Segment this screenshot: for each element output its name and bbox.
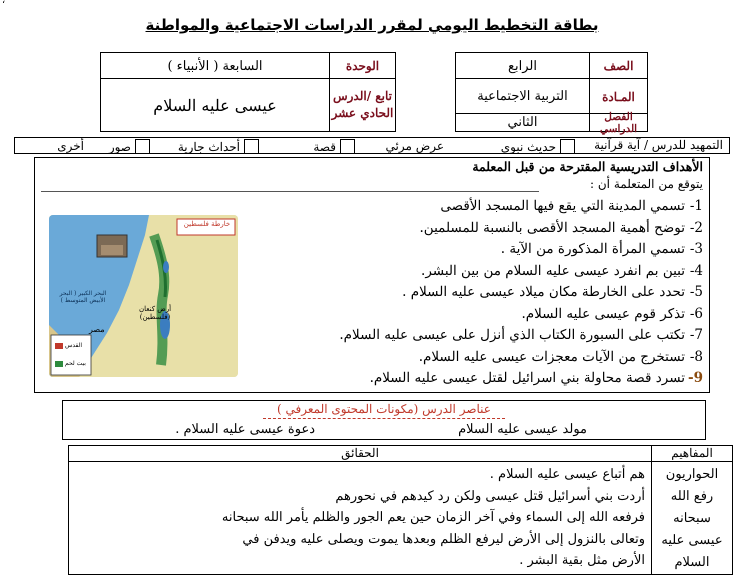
content-divider: [263, 418, 505, 419]
objective-text: تحدد على الخارطة مكان ميلاد عيسى عليه السلام .: [402, 284, 685, 300]
concepts-header: المفاهيم: [651, 446, 732, 462]
intro-option-visual[interactable]: [386, 139, 445, 153]
concept-item: السلام: [674, 555, 710, 570]
objective-item: [263, 347, 703, 369]
objective-item: [263, 368, 703, 390]
objective-item: [263, 261, 703, 283]
hadith-checkbox[interactable]: [560, 139, 575, 154]
intro-label: التمهيد للدرس / آية قرآنية: [594, 138, 723, 152]
lesson-label: تابع /الدرس الحادي عشر: [329, 79, 395, 131]
objective-item: [263, 196, 703, 218]
header-unit-block: [100, 52, 396, 132]
map-land-label: أرض كنعان (فلسطين): [138, 305, 172, 321]
map-country-label: مصر: [89, 325, 105, 334]
unit-label: الوحدة: [329, 53, 395, 79]
map-sea-label: البحر الكبير ( البحر الأبيض المتوسط ): [59, 290, 107, 304]
objective-number: 5-: [689, 284, 703, 300]
hadith-label: حديث نبوي: [500, 139, 556, 154]
other-label: أخرى: [57, 139, 84, 153]
objective-number: 9-: [687, 370, 703, 386]
visual-label: عرض مرئي: [385, 139, 444, 153]
unit-value: السابعة ( الأنبياء ): [167, 58, 263, 74]
facts-header: الحقائق: [341, 446, 379, 460]
fact-line: وتعالى بالنزول إلى الأرض ليرفع الظلم وبعدها يموت ويصلى عليه ويدفن في: [242, 531, 645, 547]
objectives-box: [34, 157, 710, 393]
events-label: أحداث جارية: [177, 139, 240, 154]
intro-option-story[interactable]: [313, 139, 359, 154]
objective-text: تستخرج من الآيات معجزات عيسى عليه السلام.: [418, 348, 685, 365]
content-element-birth: مولد عيسى عليه السلام: [458, 422, 587, 437]
subject-row: [456, 79, 647, 114]
grade-row: [456, 53, 647, 79]
map-legend-jerusalem: القدس: [65, 342, 83, 349]
story-label: قصة: [313, 139, 336, 154]
fact-line: الأرض مثل بقية البشر .: [519, 553, 645, 568]
facts-cell: [69, 462, 651, 574]
subject-label: المـادة: [589, 79, 647, 114]
semester-value: الثاني: [507, 115, 538, 130]
fact-line: فرفعه الله إلى السماء وفي آخر الزمان حين يعم الجور والظلم يأمر الله سبحانه: [221, 510, 645, 525]
objectives-subheading: يتوقع من المتعلمة أن :: [590, 177, 703, 191]
objective-item: [263, 282, 703, 304]
fact-line: هم أتباع عيسى عليه السلام .: [489, 467, 645, 482]
concept-item: الحواريون: [665, 467, 719, 482]
objective-item: [263, 239, 703, 261]
semester-row: [456, 110, 647, 135]
corner-mark: ‘: [2, 0, 6, 11]
map-title: خارطة فلسطين: [183, 220, 231, 228]
content-box: [62, 400, 706, 440]
intro-option-other[interactable]: [57, 139, 84, 153]
intro-option-images[interactable]: [109, 139, 154, 154]
grade-value: الرابع: [508, 58, 537, 74]
table-header-row: [69, 446, 732, 462]
page-title: بطاقة التخطيط اليومي لمقرر الدراسات الاجتماعية والمواطنة: [145, 16, 599, 34]
objective-number: 7-: [689, 327, 703, 343]
concept-item: عيسى عليه: [661, 533, 723, 548]
concepts-facts-table: [68, 445, 733, 575]
objective-number: 1-: [689, 198, 703, 214]
objective-number: 8-: [689, 348, 703, 365]
events-checkbox[interactable]: [244, 139, 259, 154]
lesson-row: [101, 79, 395, 131]
objective-number: 3-: [689, 241, 703, 257]
content-heading: عناصر الدرس (مكونات المحتوى المعرفي ): [277, 402, 491, 416]
header-grade-block: [455, 52, 648, 135]
objectives-list: [263, 196, 703, 390]
objectives-heading: الأهداف التدريسية المقترحة من قبل المعلمة: [472, 159, 703, 174]
fact-line: أردت بني أسرائيل قتل عيسى ولكن رد كيدهم في نحورهم: [335, 488, 645, 504]
objective-text: تسرد قصة محاولة بني اسرائيل لقتل عيسى عليه السلام.: [369, 370, 685, 386]
grade-label: الصف: [589, 53, 647, 79]
story-checkbox[interactable]: [340, 139, 355, 154]
objective-text: تسمي المرأة المذكورة من الآية .: [500, 241, 685, 257]
palestine-map: [49, 215, 238, 377]
objective-number: 4-: [689, 262, 703, 279]
objective-text: تذكر قوم عيسى عليه السلام.: [521, 305, 685, 322]
objective-number: 2-: [689, 219, 703, 236]
objective-text: تبين بم انفرد عيسى عليه السلام من بين البشر.: [421, 262, 685, 279]
objective-item: [263, 325, 703, 347]
intro-option-hadith[interactable]: [501, 139, 579, 154]
objective-item: [263, 218, 703, 240]
map-legend-bethlehem: بيت لحم: [65, 360, 86, 367]
concept-item: رفع الله سبحانه: [670, 489, 714, 526]
unit-row: [101, 53, 395, 79]
concepts-cell: [651, 462, 732, 574]
images-checkbox[interactable]: [135, 139, 150, 154]
intro-option-events[interactable]: [178, 139, 263, 154]
semester-label: الفصل الدراسي: [589, 114, 647, 131]
objective-item: [263, 304, 703, 326]
objective-text: تكتب على السبورة الكتاب الذي أنزل على عيسى عليه السلام.: [339, 327, 685, 343]
content-element-call: دعوة عيسى عليه السلام .: [175, 422, 315, 437]
objective-text: توضح أهمية المسجد الأقصى بالنسبة للمسلمين.: [419, 219, 685, 236]
objectives-divider: [41, 191, 539, 192]
objective-text: تسمي المدينة التي يقع فيها المسجد الأقصى: [440, 198, 685, 214]
objective-number: 6-: [689, 305, 703, 322]
subject-value: التربية الاجتماعية: [477, 89, 568, 104]
images-label: صور: [108, 139, 131, 154]
lesson-value: عيسى عليه السلام: [153, 95, 277, 115]
intro-strip: [14, 137, 730, 154]
